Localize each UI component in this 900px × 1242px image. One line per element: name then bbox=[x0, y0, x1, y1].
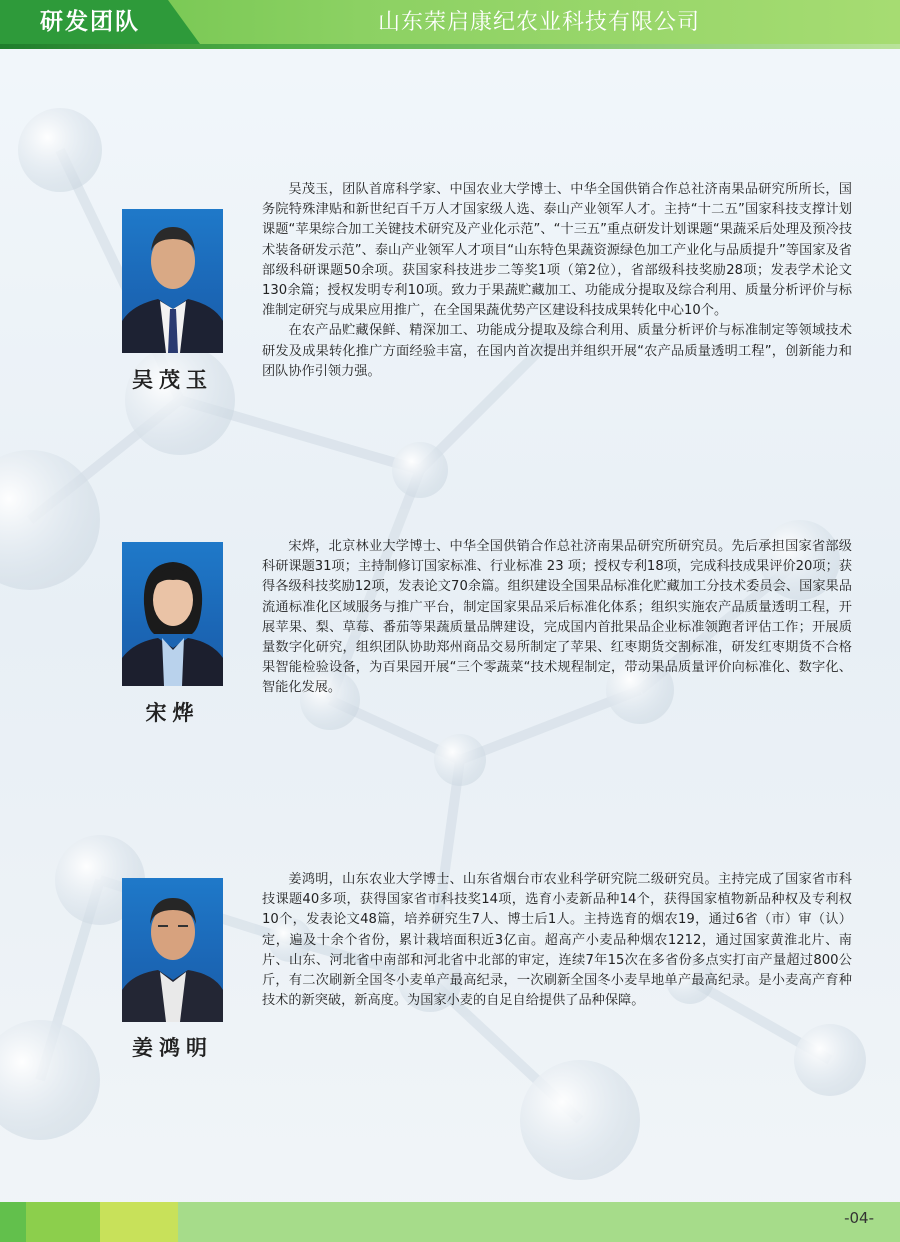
biography-paragraph: 宋烨，北京林业大学博士、中华全国供销合作总社济南果品研究所研究员。先后承担国家省部级科研课题31项；主持制修订国家标准、行业标准 23 项；授权专利18项，完成科技成果评价20项；获得各级科技奖励12项，发表论文70余篇。组织建设全国果品标准化贮藏加工分技术委员会、国家果品流通标准化区域服务与推广平台，制定国家果品采后标准化体系；组织实施农产品质量透明工程，开展苹果、梨、草莓、番茄等果蔬质量品牌建设，完成国内首批果品企业标准领跑者评估工作；开展质量数字化研究，组织团队协助郑州商品交易所制定了苹果、红枣期货交割标准，研发红枣期货不合格果智能检验设备，为百果园开展“三个零蔬菜“技术规程制定，带动果品质量评价向标准化、数字化、智能化发展。 bbox=[262, 539, 852, 696]
person-silhouette-icon bbox=[122, 209, 223, 353]
footer-color-block bbox=[0, 1202, 26, 1242]
biography bbox=[262, 537, 852, 699]
biography-paragraph: 吴茂玉，团队首席科学家、中国农业大学博士、中华全国供销合作总社济南果品研究所所长，国务院特殊津贴和新世纪百千万人才国家级人选、泰山产业领军人才。主持“十二五”国家科技支撑计划课题“苹果综合加工关键技术研究及产业化示范”、“十三五”重点研发计划课题“果蔬采后处理及预冷技术装备研发示范”、泰山产业领军人才项目“山东特色果蔬资源绿色加工产业化与品质提升”等国家及省部级科研课题50余项。获国家科技进步二等奖1项（第2位），省部级科技奖励28项；发表学术论文130余篇；授权发明专利10项。致力于果蔬贮藏加工、功能成分提取及综合利用、质量分析评价与标准制定研究与成果应用推广，在全国果蔬优势产区建设科技成果转化中心10个。 bbox=[262, 182, 852, 319]
page-header bbox=[0, 0, 900, 50]
person-silhouette-icon bbox=[122, 878, 223, 1022]
page-number: -04- bbox=[844, 1209, 874, 1227]
footer-color-block bbox=[100, 1202, 178, 1242]
footer-color-block bbox=[178, 1202, 900, 1242]
person-silhouette-icon bbox=[122, 542, 223, 686]
footer-color-block bbox=[26, 1202, 100, 1242]
person-name: 吴茂玉 bbox=[132, 367, 213, 392]
company-name: 山东荣启康纪农业科技有限公司 bbox=[378, 10, 701, 35]
person-name: 宋烨 bbox=[145, 700, 200, 725]
portrait-photo bbox=[122, 878, 223, 1022]
portrait-photo bbox=[122, 542, 223, 686]
biography bbox=[262, 870, 852, 1011]
section-title: 研发团队 bbox=[40, 9, 140, 35]
portrait-photo bbox=[122, 209, 223, 353]
person-name: 姜鸿明 bbox=[132, 1035, 213, 1060]
biography bbox=[262, 180, 852, 382]
header-underline bbox=[0, 44, 900, 49]
biography-paragraph: 姜鸿明，山东农业大学博士、山东省烟台市农业科学研究院二级研究员。主持完成了国家省市科技课题40多项，获得国家省市科技奖14项，选育小麦新品种14个，获得国家植物新品种权及专利权10个，发表论文48篇，培养研究生7人、博士后1人。主持选育的烟农19，通过6省（市）审（认）定，遍及十余个省份，累计栽培面积近3亿亩。超高产小麦品种烟农1212，通过国家黄淮北片、南片、山东、河北省中南部和河北省中北部的审定，连续7年15次在多省份多点实打亩产量超过800公斤，有二次刷新全国冬小麦单产最高纪录，一次刷新全国冬小麦旱地单产最高纪录。是小麦高产育种技术的新突破，新高度。为国家小麦的自足自给提供了品种保障。 bbox=[262, 872, 852, 1009]
biography-paragraph: 在农产品贮藏保鲜、精深加工、功能成分提取及综合利用、质量分析评价与标准制定等领域技术研发及成果转化推广方面经验丰富，在国内首次提出并组织开展“农产品质量透明工程”，创新能力和团队协作引领力强。 bbox=[262, 323, 852, 379]
page-footer bbox=[0, 1202, 900, 1242]
